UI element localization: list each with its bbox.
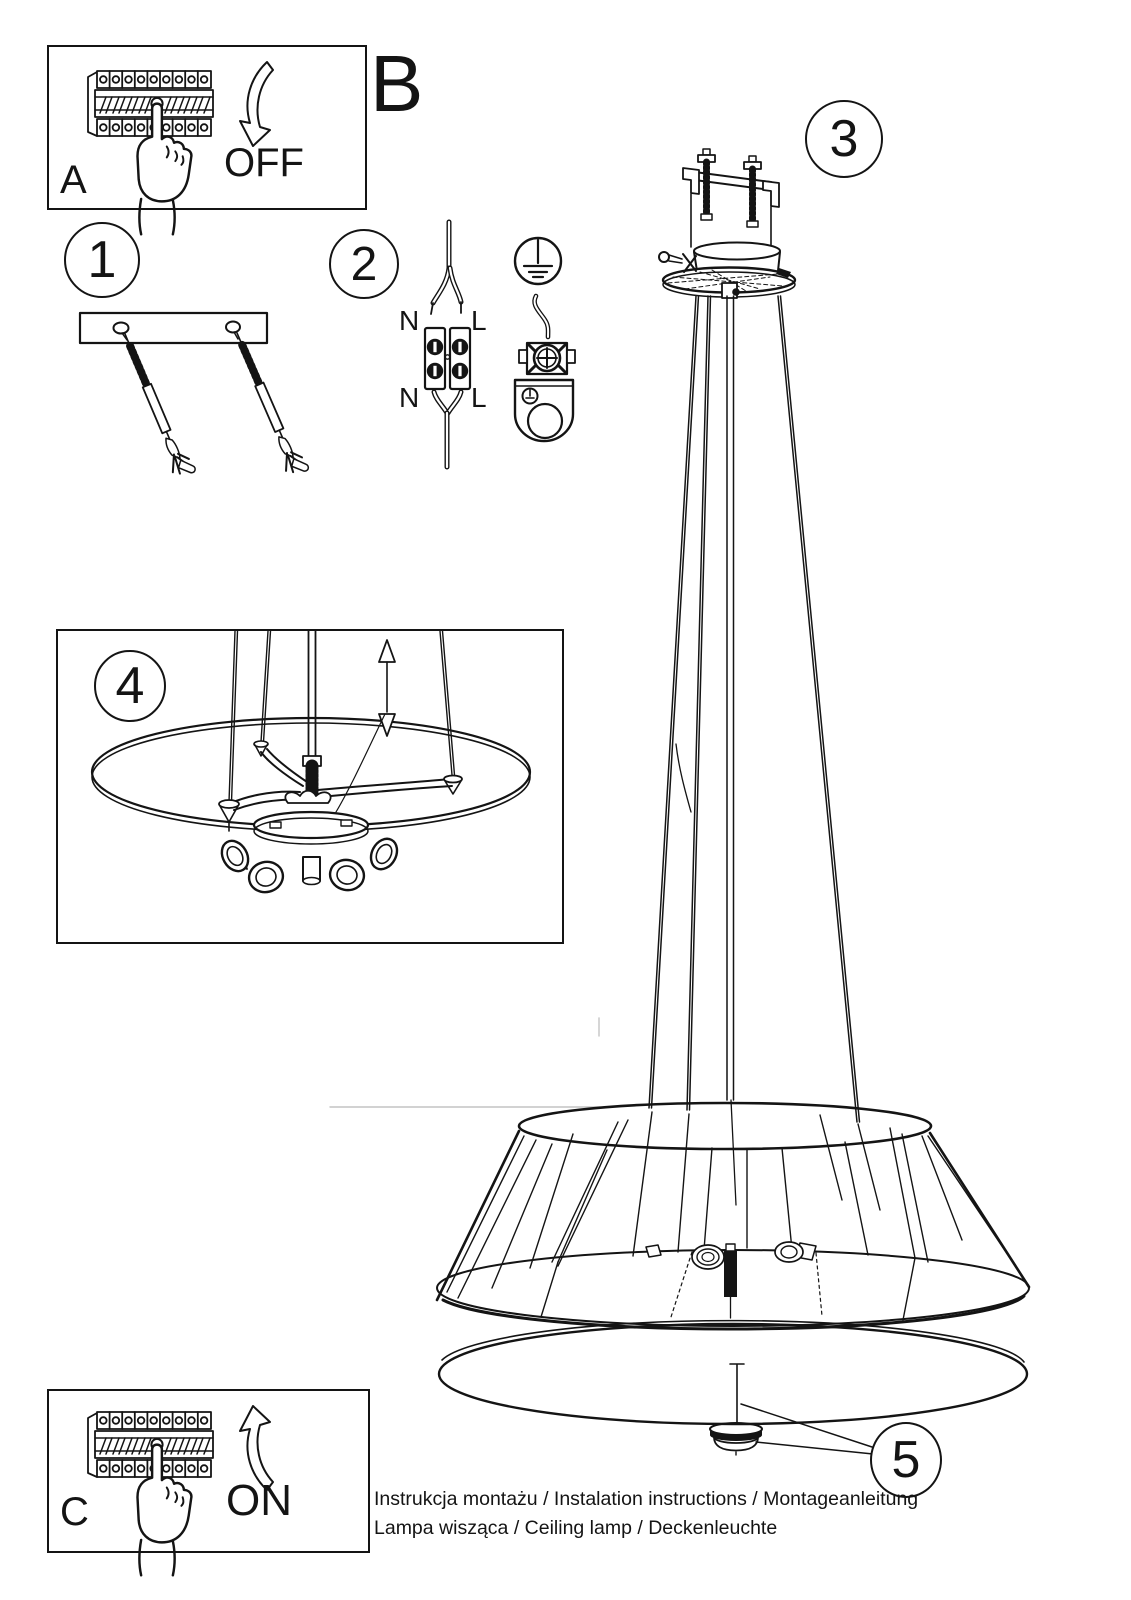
terminal-l-top-label: L (471, 305, 487, 336)
step1-badge (64, 222, 140, 298)
footer-text (374, 1485, 918, 1543)
ground-clamp-drawing (515, 296, 575, 441)
step4-badge (94, 650, 166, 722)
power-cable-drawing (431, 222, 461, 314)
canopy-drawing (659, 243, 795, 299)
footer-line-1: Instrukcja montażu / Instalation instructions / Montageanleitung (374, 1488, 919, 1510)
page-label: B (370, 39, 424, 128)
power-off-corner-label: A (60, 158, 87, 202)
terminal-block-drawing (425, 328, 470, 467)
terminal-n-top-label: N (399, 305, 420, 336)
power-on-action-label: ON (226, 1476, 292, 1525)
wall-anchor-screw (116, 329, 196, 479)
step3-badge (805, 100, 883, 178)
earth-ground-symbol-icon (515, 238, 561, 284)
step2-badge (329, 229, 399, 299)
diffuser-drawing (439, 1321, 1027, 1424)
step2-number: 2 (350, 237, 378, 291)
terminal-n-bottom-label: N (399, 382, 420, 413)
socket-cluster-drawing (646, 1242, 816, 1318)
power-off-action-label: OFF (224, 141, 304, 185)
power-off-box (47, 45, 367, 210)
terminal-l-bottom-label: L (471, 382, 487, 413)
footer-line-2: Lampa wisząca / Ceiling lamp / Deckenleuchte (374, 1517, 778, 1539)
step4-number: 4 (115, 657, 145, 715)
ceiling-bracket-drawing (683, 149, 779, 251)
leader-lines (741, 1404, 873, 1454)
suspension-wires (649, 296, 860, 1205)
scan-artifact-line (330, 1018, 600, 1107)
step1-number: 1 (87, 231, 117, 289)
finial-drawing (710, 1364, 762, 1455)
step3-number: 3 (829, 110, 859, 168)
power-on-box (47, 1389, 370, 1553)
wall-anchor-screw (228, 328, 310, 478)
power-on-corner-label: C (60, 1490, 89, 1534)
step5-number: 5 (891, 1431, 921, 1489)
